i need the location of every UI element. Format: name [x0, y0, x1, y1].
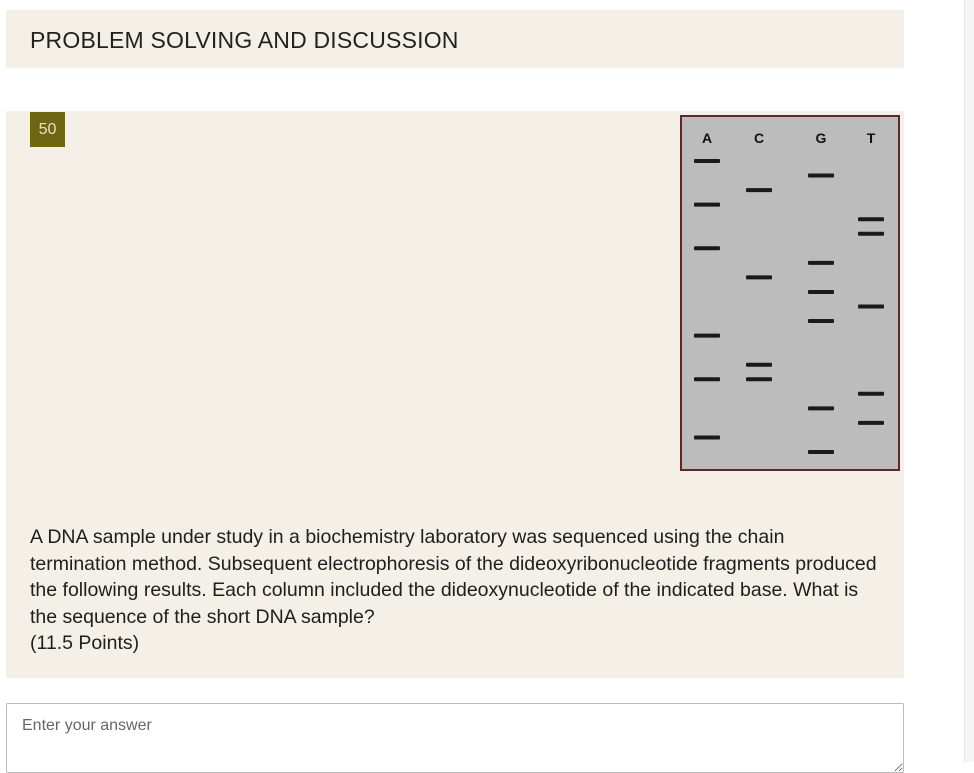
gel-band-a	[694, 203, 720, 207]
gel-band-a	[694, 377, 720, 381]
gel-band-c	[746, 363, 772, 367]
lane-label-t: T	[866, 130, 876, 146]
gel-svg	[680, 115, 900, 471]
section-title: PROBLEM SOLVING AND DISCUSSION	[30, 27, 459, 53]
gel-band-g	[808, 261, 834, 265]
gel-band-c	[746, 377, 772, 381]
gel-band-a	[694, 159, 720, 163]
question-points: (11.5 Points)	[30, 632, 140, 654]
gel-band-a	[694, 435, 720, 439]
gel-background	[681, 116, 899, 470]
question-card	[6, 111, 904, 678]
gel-band-g	[808, 290, 834, 294]
lane-label-g: G	[815, 130, 827, 146]
gel-band-g	[808, 174, 834, 178]
gel-band-a	[694, 246, 720, 250]
question-number-badge: 50	[30, 112, 65, 147]
gel-band-t	[858, 421, 884, 425]
gel-band-a	[694, 334, 720, 338]
gel-band-t	[858, 232, 884, 236]
section-header	[6, 10, 904, 68]
gel-band-t	[858, 392, 884, 396]
gel-band-g	[808, 319, 834, 323]
gel-electrophoresis-image	[680, 115, 900, 471]
scrollbar[interactable]	[964, 0, 974, 762]
gel-band-c	[746, 275, 772, 279]
answer-input[interactable]	[6, 703, 904, 773]
gel-band-t	[858, 305, 884, 309]
gel-band-t	[858, 217, 884, 221]
gel-band-g	[808, 450, 834, 454]
gel-band-c	[746, 188, 772, 192]
gel-band-g	[808, 406, 834, 410]
lane-label-a: A	[701, 130, 713, 146]
question-text: A DNA sample under study in a biochemistry laboratory was sequenced using the chain termination method. Subsequent electrophoresis of the dideoxyribonucleotide fragments produced the following results. Each column included the dideoxynucleotide of the indicated base. What is the sequence of the short DNA sample?	[30, 526, 877, 628]
lane-label-c: C	[753, 130, 765, 146]
